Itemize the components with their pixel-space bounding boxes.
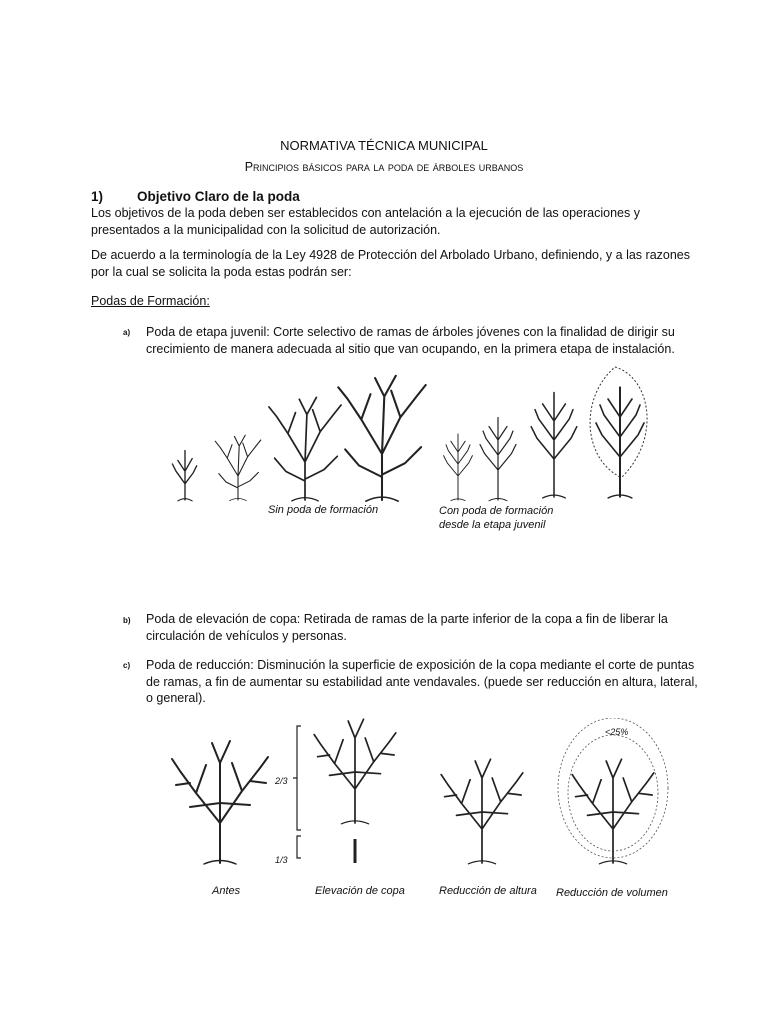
section-number: 1)	[91, 189, 104, 204]
document-title: NORMATIVA TÉCNICA MUNICIPAL	[280, 138, 488, 153]
ratio-upper: 2/3	[275, 776, 288, 786]
ratio-lower: 1/3	[275, 855, 288, 865]
item-a-text: Poda de etapa juvenil: Corte selectivo de ramas de árboles jóvenes con la finalidad de dirigir su crecimiento de manera adecuada al sitio que van ocupando, en la primera etapa de instalación.	[146, 325, 675, 356]
paragraph-objectives: Los objetivos de la poda deben ser establecidos con antelación a la ejecución de las operaciones y presentados a la municipalidad con la solicitud de autorización.	[91, 206, 640, 237]
figure-formation-trees	[160, 365, 680, 540]
bracket-lower	[297, 836, 301, 858]
caption-con-poda-line2: desde la etapa juvenil	[439, 519, 546, 531]
label-reduccion-volumen: Reducción de volumen	[556, 887, 668, 899]
tree-con-poda-1	[444, 434, 473, 501]
item-a-marker: a)	[123, 328, 131, 337]
tree-reduccion-altura	[441, 759, 523, 864]
figure-crown-pruning	[165, 718, 685, 903]
item-b-marker: b)	[123, 616, 131, 625]
label-reduccion-altura: Reducción de altura	[439, 885, 537, 897]
item-c-marker: c)	[123, 661, 131, 670]
section-title: Objetivo Claro de la poda	[137, 189, 300, 204]
item-b-text: Poda de elevación de copa: Retirada de ramas de la parte inferior de la copa a fin de liberar la circulación de vehículos y personas.	[146, 612, 668, 643]
bracket-upper	[293, 726, 301, 830]
caption-sin-poda: Sin poda de formación	[268, 504, 379, 516]
percent-label: <25%	[605, 727, 629, 737]
tree-sin-poda-4	[338, 376, 425, 501]
tree-reduccion-volumen	[558, 718, 668, 864]
caption-con-poda-line1: Con poda de formación	[439, 505, 554, 517]
document-subtitle: Principios básicos para la poda de árboles urbanos	[244, 160, 524, 174]
tree-con-poda-4	[590, 367, 647, 498]
tree-antes	[172, 741, 268, 864]
paragraph-terminology: De acuerdo a la terminología de la Ley 4928 de Protección del Arbolado Urbano, definiendo, y a las razones por la cual se solicita la poda estas podrán ser:	[91, 248, 690, 279]
tree-con-poda-3	[531, 393, 577, 498]
label-elevacion: Elevación de copa	[315, 885, 405, 897]
subheading-formacion: Podas de Formación:	[91, 294, 210, 308]
tree-con-poda-2	[480, 418, 516, 501]
label-antes: Antes	[212, 885, 241, 897]
tree-elevacion	[314, 719, 396, 863]
tree-sin-poda-1	[172, 451, 196, 501]
tree-sin-poda-2	[215, 435, 261, 500]
tree-sin-poda-3	[269, 397, 341, 501]
item-c-text: Poda de reducción: Disminución la superficie de exposición de la copa mediante el corte de puntas de ramas, a fin de aumentar su estabilidad ante vendavales. (puede ser reducción en altura, lateral, o general).	[146, 658, 698, 705]
